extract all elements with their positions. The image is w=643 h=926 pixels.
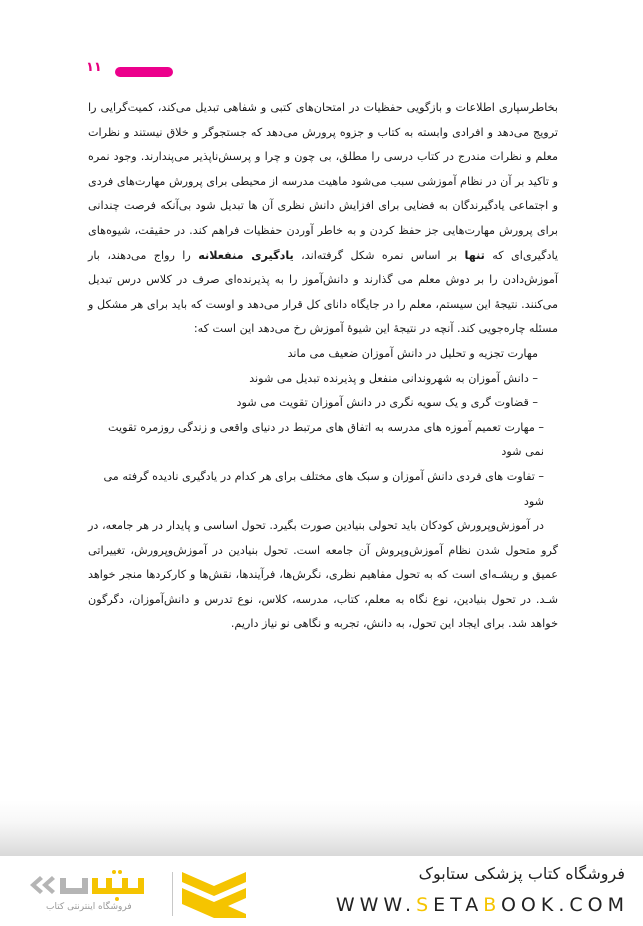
accent-bar xyxy=(115,67,173,77)
list-item: – دانش آموزان به شهروندانی منفعل و پذیرنده تبدیل می شوند xyxy=(249,371,538,385)
logo-divider xyxy=(172,872,173,916)
list-item: مهارت تجزیه و تحلیل در دانش آموزان ضعیف می ماند xyxy=(287,346,538,360)
setabook-wordmark-logo xyxy=(26,868,166,902)
paragraph-2: در آموزش‌وپرورش کودکان باید تحولی بنیادین صورت بگیرد. تحول اساسی و پایدار در هر جامعه، در گرو متحول شدن نظام آموزش‌وپروش آن جامعه است. تحول بنیادین در آموزش‌وپرورش، تغییراتی عمیق و ریشـه‌ای است که به تحول مفاهیم نظری، نگرش‌ها، فرآیندها، نقش‌ها و کارکردها منجر خواهد شـد. در تحول بنیادین، نوع نگاه به معلم، کتاب، مدرسه، کلاس، نوع تدرس و دانش‌آموزان، دگرگون خواهد شد. برای ایجاد این تحول، به دانش، تجربه و نگاهی نو نیاز داریم. xyxy=(88,519,558,631)
list-item: – تفاوت های فردی دانش آموزان و سبک های مختلف برای هر کدام در یادگیری نادیده گرفته می شود xyxy=(103,469,544,508)
list-item: – قضاوت گری و یک سویه نگری در دانش آموزان تقویت می شود xyxy=(236,396,538,410)
footer-banner xyxy=(0,856,643,926)
page-number: ۱۱ xyxy=(86,60,102,75)
page-shadow xyxy=(0,800,643,856)
bold-term-only: تنها xyxy=(464,248,485,262)
page-header xyxy=(86,60,286,80)
logo-tagline: فروشگاه اینترنتی کتاب xyxy=(46,902,132,912)
store-url[interactable]: WWW.SETABOOK.COM xyxy=(335,894,629,916)
bold-term-passive-learning: یادگیری منفعلانه xyxy=(198,248,294,262)
store-name: فروشگاه کتاب پزشکی ستابوک xyxy=(418,864,625,883)
list-item: – مهارت تعمیم آموزه های مدرسه به اتفاق های مرتبط در دنیای واقعی و زندگی روزمره تقویت نمی شود xyxy=(108,420,544,459)
body-text xyxy=(88,96,558,637)
setabook-chevron-emblem-icon xyxy=(180,870,248,920)
paragraph-1: بخاطرسپاری اطلاعات و بازگویی حفظیات در امتحان‌های کتبی و شفاهی تبدیل می‌کند، کمیت‌گرایی را ترویج می‌دهد و افرادی وابسته به کتاب و جزوه پرورش می‌دهد که جستجوگر و خلاق نیستند و نظرات معلم و نظرات مندرج در کتاب درسی را مطلق، بی چون و چرا و پرسش‌ناپذیر می‌پندارند. وجود نمره و تاکید بر آن در نظام آموزشی سبب می‌شود ماهیت مدرسه از محیطی برای پرورش مهارت‌های فردی و اجتماعی یادگیرندگان به فضایی برای افزایش دانش نظری آن ها تبدیل شود بی‌آنکه فرصت چندانی برای پرورش مهارت‌هایی جز حفظ کردن و به خاطر آوردن حفظیات فراهم کند. در حقیقت، شیوه‌های یادگیری‌ای که تنها بر اساس نمره شکل گرفته‌اند، یادگیری منفعلانه را رواج می‌دهند، بار آموزش‌دادن را بر دوش معلم می گذارند و دانش‌آموز را به پذیرنده‌ای صرف در کلاس درس تبدیل می‌کنند. نتیجهٔ این سیستم، معلم را در جایگاه دانای کل قرار می‌دهد و اوست که باید برای هر مشکل و مسئله چاره‌جویی کند. آنچه در نتیجهٔ این شیوهٔ آموزش رخ می‌دهد این است که: xyxy=(88,101,558,336)
